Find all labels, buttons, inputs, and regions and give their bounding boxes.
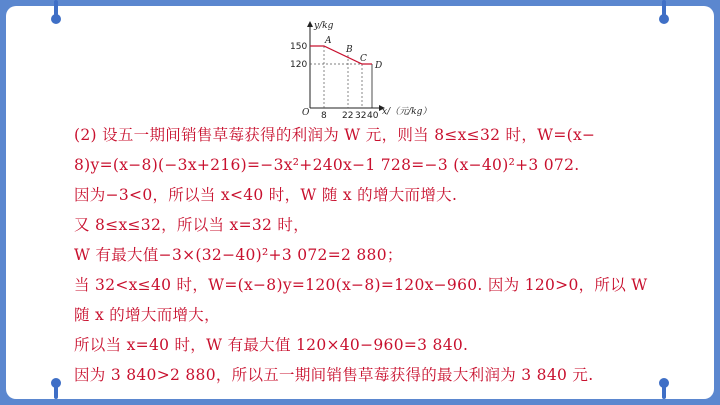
graph-svg (276, 16, 456, 120)
solution-line: 随 x 的增大而增大， (74, 306, 220, 324)
solution-line: 又 8≤x≤32，所以当 x=32 时， (74, 216, 310, 234)
corner-dot-top-left (51, 14, 61, 24)
solution-line: 因为 3 840>2 880，所以五一期间销售草莓获得的最大利润为 3 840 元. (74, 366, 594, 384)
point-label-a: A (325, 36, 332, 46)
solution-line: 因为−3<0，所以当 x<40 时，W 随 x 的增大而增大. (74, 186, 458, 204)
x-tick-label: 8 (321, 111, 327, 120)
corner-dot-bottom-left (51, 378, 61, 388)
x-axis-label: x/（元/kg） (382, 107, 432, 117)
y-axis-label: y/kg (314, 21, 334, 31)
x-tick-label: 40 (367, 111, 379, 120)
piecewise-graph (276, 16, 456, 120)
origin-label: O (302, 108, 310, 118)
x-tick-label: 32 (355, 111, 367, 120)
y-tick-label: 120 (290, 60, 308, 70)
corner-dot-top-right (659, 14, 669, 24)
point-label-d: D (375, 61, 383, 71)
solution-text (74, 120, 674, 390)
point-label-c: C (360, 54, 367, 64)
y-tick-label: 150 (290, 42, 308, 52)
x-tick-label: 22 (342, 111, 354, 120)
point-label-b: B (346, 45, 353, 55)
solution-line: 8)y=(x−8)(−3x+216)=−3x²+240x−1 728=−3 (x−40)²+3 072. (74, 156, 580, 174)
solution-line: 当 32<x≤40 时，W=(x−8)y=120(x−8)=120x−960. 因为 120>0，所以 W (74, 276, 648, 294)
solution-line: (2) 设五一期间销售草莓获得的利润为 W 元，则当 8≤x≤32 时，W=(x− (74, 126, 596, 144)
solution-line: W 有最大值−3×(32−40)²+3 072=2 880； (74, 246, 403, 264)
slide-panel (6, 6, 714, 399)
solution-line: 所以当 x=40 时，W 有最大值 120×40−960=3 840. (74, 336, 469, 354)
